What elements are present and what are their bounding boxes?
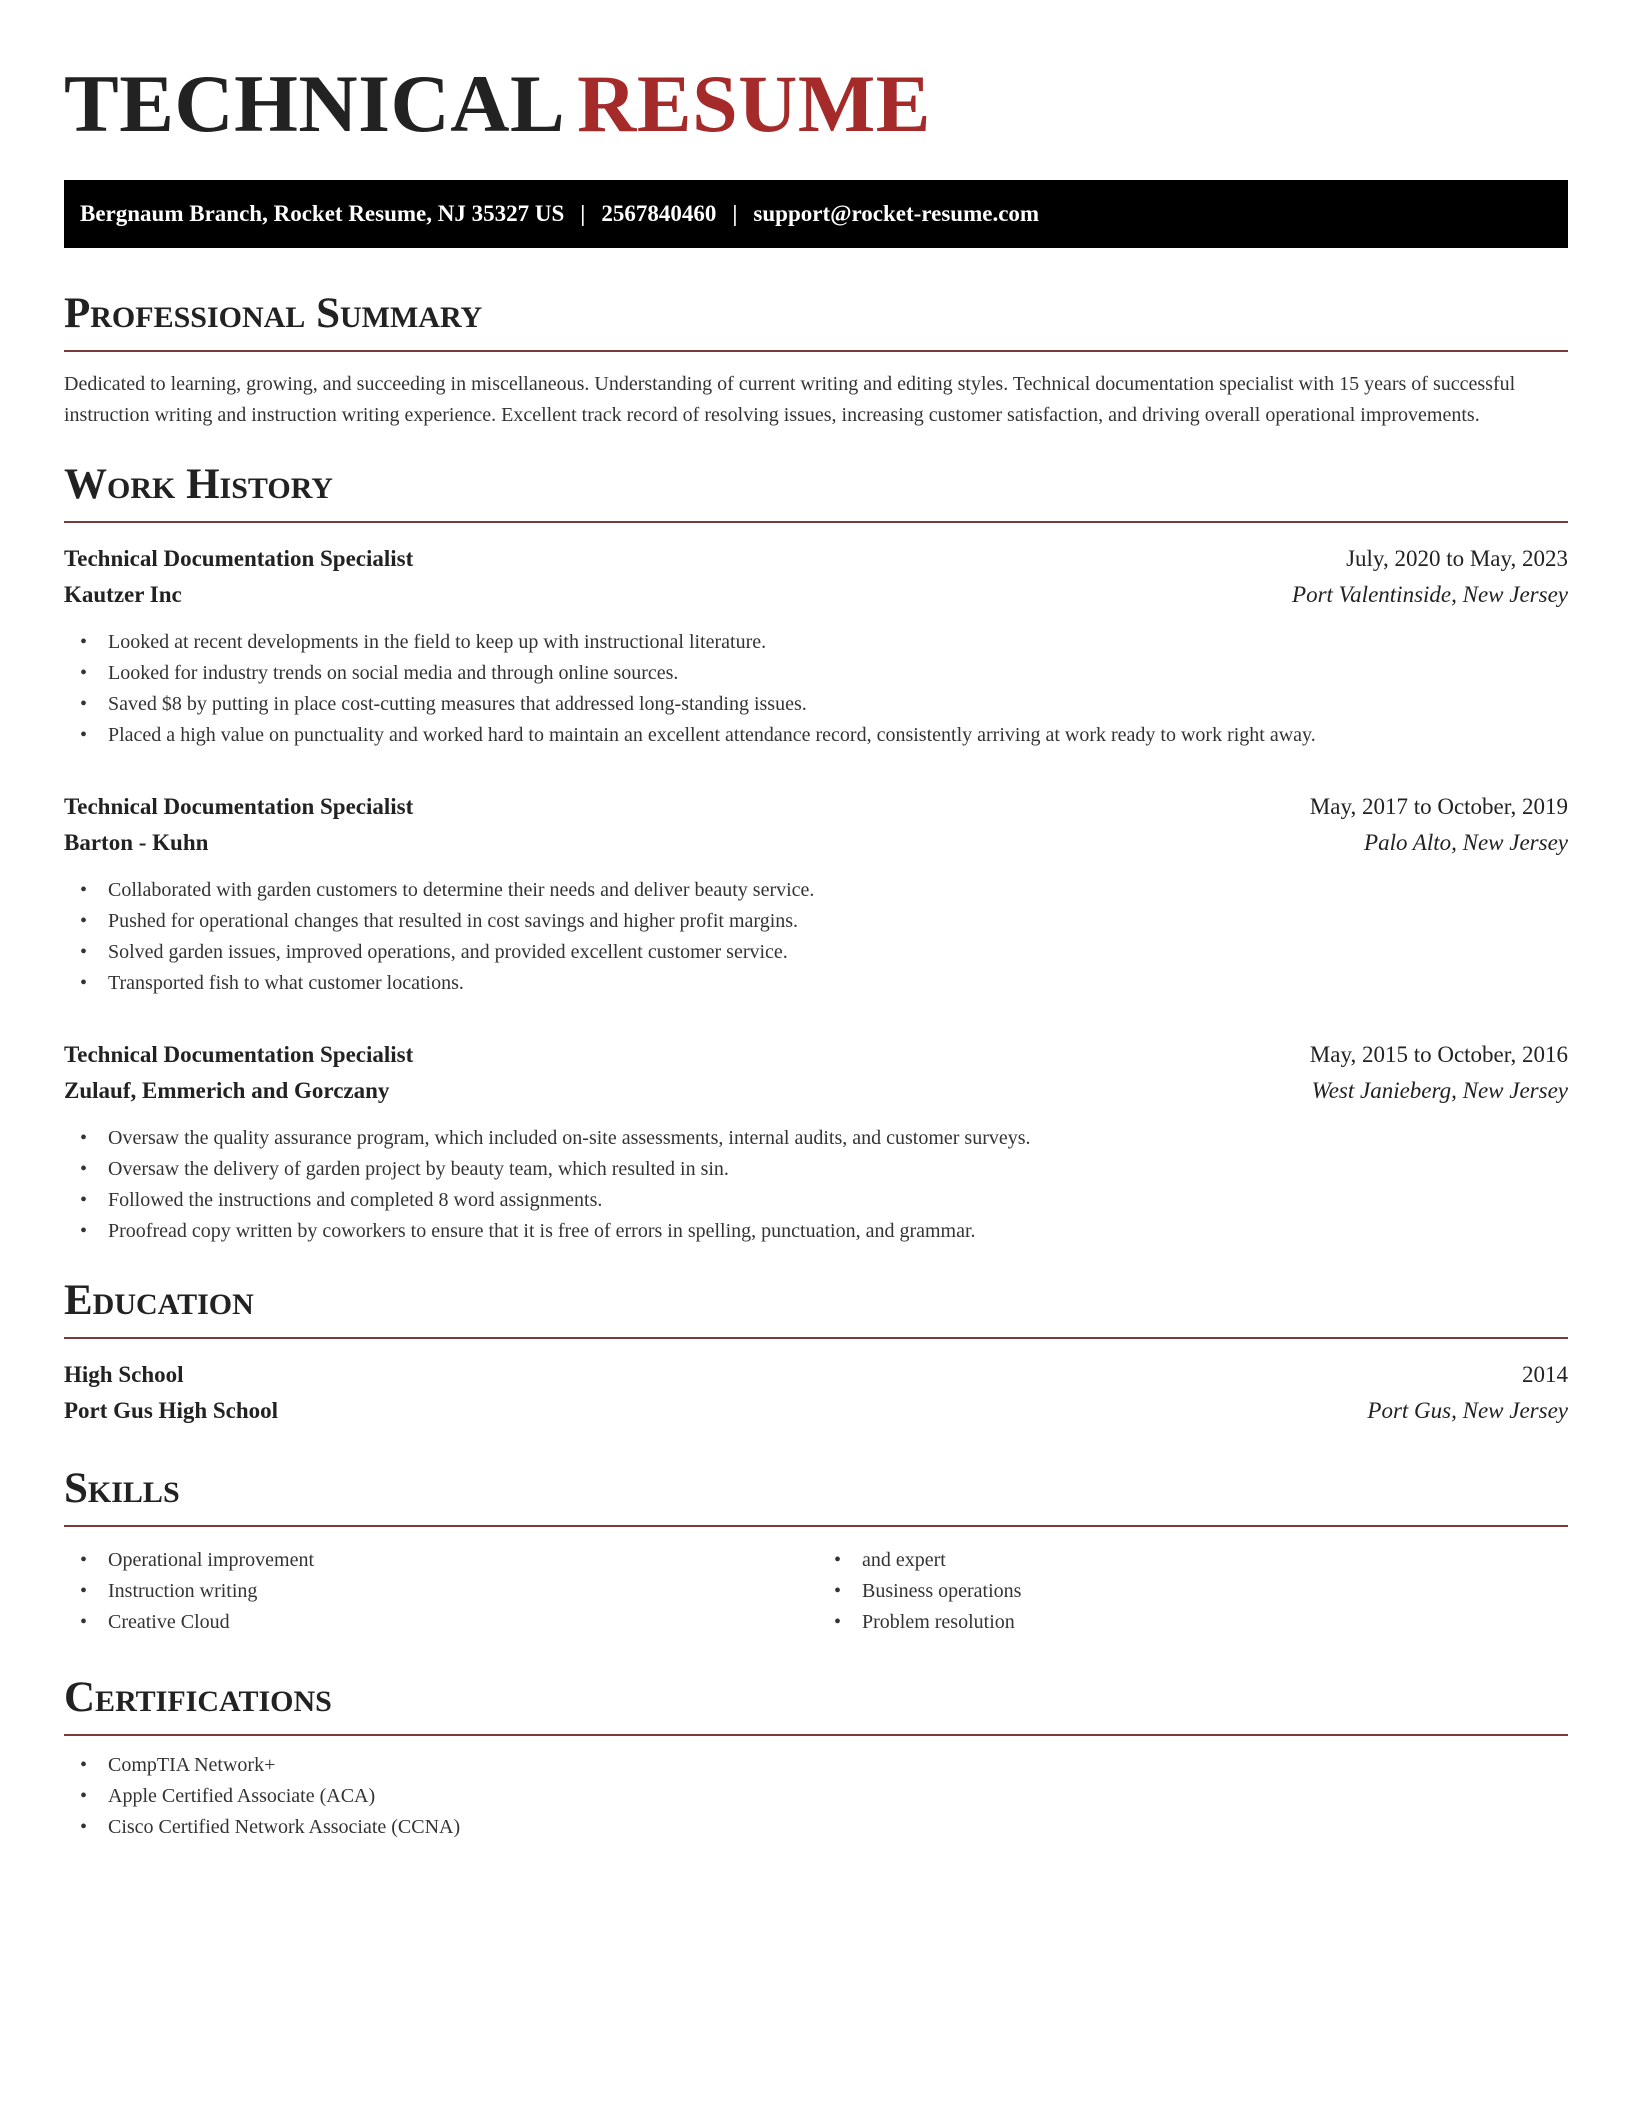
contact-separator: |	[580, 201, 586, 226]
skills-column-left	[64, 1545, 816, 1638]
job-title: Technical Documentation Specialist	[64, 1042, 414, 1067]
job-dates: July, 2020 to May, 2023	[1346, 546, 1568, 571]
job-company-row	[64, 577, 1568, 613]
job-location: Port Valentinside, New Jersey	[1292, 582, 1568, 607]
skills-grid	[64, 1545, 1568, 1638]
list-item: • Saved $8 by putting in place cost-cutting measures that addressed long-standing issues.	[64, 689, 1568, 720]
list-item: • Instruction writing	[64, 1576, 816, 1607]
list-item: • Looked at recent developments in the field to keep up with instructional literature.	[64, 627, 1568, 658]
skills-column-right	[816, 1545, 1568, 1638]
list-item: • CompTIA Network+	[64, 1750, 1568, 1781]
summary-text: Dedicated to learning, growing, and succeeding in miscellaneous. Understanding of current writing and editing styles. Technical documentation specialist with 15 years of successful instruction writing and instruction writing experience. Excellent track record of resolving issues, increasing customer satisfaction, and driving overall operational improvements.	[64, 373, 1516, 426]
job-company-row	[64, 825, 1568, 861]
job-title: Technical Documentation Specialist	[64, 794, 414, 819]
list-item: • and expert	[818, 1545, 1568, 1576]
list-item: • Business operations	[818, 1576, 1568, 1607]
job-bullets	[64, 1123, 1568, 1247]
list-item: • Oversaw the quality assurance program, which included on-site assessments, internal audits, and customer surveys.	[64, 1123, 1568, 1154]
education-heading: Education	[64, 1275, 1568, 1339]
work-history-heading: Work History	[64, 459, 1568, 523]
job-header-row	[64, 1037, 1568, 1073]
list-item: • Problem resolution	[818, 1607, 1568, 1638]
education-location: Port Gus, New Jersey	[1367, 1398, 1568, 1423]
education-degree-row	[64, 1357, 1568, 1393]
list-item: • Looked for industry trends on social media and through online sources.	[64, 658, 1568, 689]
job-dates: May, 2017 to October, 2019	[1309, 794, 1568, 819]
list-item: • Proofread copy written by coworkers to ensure that it is free of errors in spelling, punctuation, and grammar.	[64, 1216, 1568, 1247]
education-school: Port Gus High School	[64, 1398, 279, 1423]
job-bullets	[64, 875, 1568, 999]
contact-bar	[64, 180, 1568, 248]
job-entry	[64, 789, 1568, 999]
contact-email: support@rocket-resume.com	[753, 201, 1040, 226]
resume-title	[64, 58, 1568, 150]
education-school-row	[64, 1393, 1568, 1429]
list-item: • Operational improvement	[64, 1545, 816, 1576]
list-item: • Transported fish to what customer locations.	[64, 968, 1568, 999]
job-bullets	[64, 627, 1568, 751]
job-location: West Janieberg, New Jersey	[1311, 1078, 1568, 1103]
list-item: • Cisco Certified Network Associate (CCNA)	[64, 1812, 1568, 1843]
contact-separator: |	[732, 201, 738, 226]
list-item: • Oversaw the delivery of garden project by beauty team, which resulted in sin.	[64, 1154, 1568, 1185]
list-item: • Pushed for operational changes that resulted in cost savings and higher profit margins.	[64, 906, 1568, 937]
title-accent-word: RESUME	[577, 58, 931, 149]
list-item: • Placed a high value on punctuality and worked hard to maintain an excellent attendance record, consistently arriving at work ready to work right away.	[64, 720, 1568, 751]
list-item: • Collaborated with garden customers to determine their needs and deliver beauty service.	[64, 875, 1568, 906]
summary-heading: Professional Summary	[64, 288, 1568, 352]
list-item: • Solved garden issues, improved operations, and provided excellent customer service.	[64, 937, 1568, 968]
title-first-word: TECHNICAL	[64, 58, 566, 149]
list-item: • Apple Certified Associate (ACA)	[64, 1781, 1568, 1812]
job-company-row	[64, 1073, 1568, 1109]
list-item: • Creative Cloud	[64, 1607, 816, 1638]
education-year: 2014	[1522, 1362, 1568, 1387]
job-entry	[64, 1037, 1568, 1247]
skills-heading: Skills	[64, 1463, 1568, 1527]
certifications-list	[64, 1750, 1568, 1843]
education-entry	[64, 1357, 1568, 1429]
education-degree: High School	[64, 1362, 184, 1387]
job-entry	[64, 541, 1568, 751]
job-company: Kautzer Inc	[64, 582, 182, 607]
contact-address: Bergnaum Branch, Rocket Resume, NJ 35327 US	[80, 201, 565, 226]
job-title: Technical Documentation Specialist	[64, 546, 414, 571]
job-company: Zulauf, Emmerich and Gorczany	[64, 1078, 390, 1103]
job-company: Barton - Kuhn	[64, 830, 209, 855]
job-dates: May, 2015 to October, 2016	[1309, 1042, 1568, 1067]
certifications-heading: Certifications	[64, 1672, 1568, 1736]
contact-phone: 2567840460	[601, 201, 717, 226]
job-header-row	[64, 789, 1568, 825]
job-header-row	[64, 541, 1568, 577]
list-item: • Followed the instructions and completed 8 word assignments.	[64, 1185, 1568, 1216]
job-location: Palo Alto, New Jersey	[1364, 830, 1568, 855]
